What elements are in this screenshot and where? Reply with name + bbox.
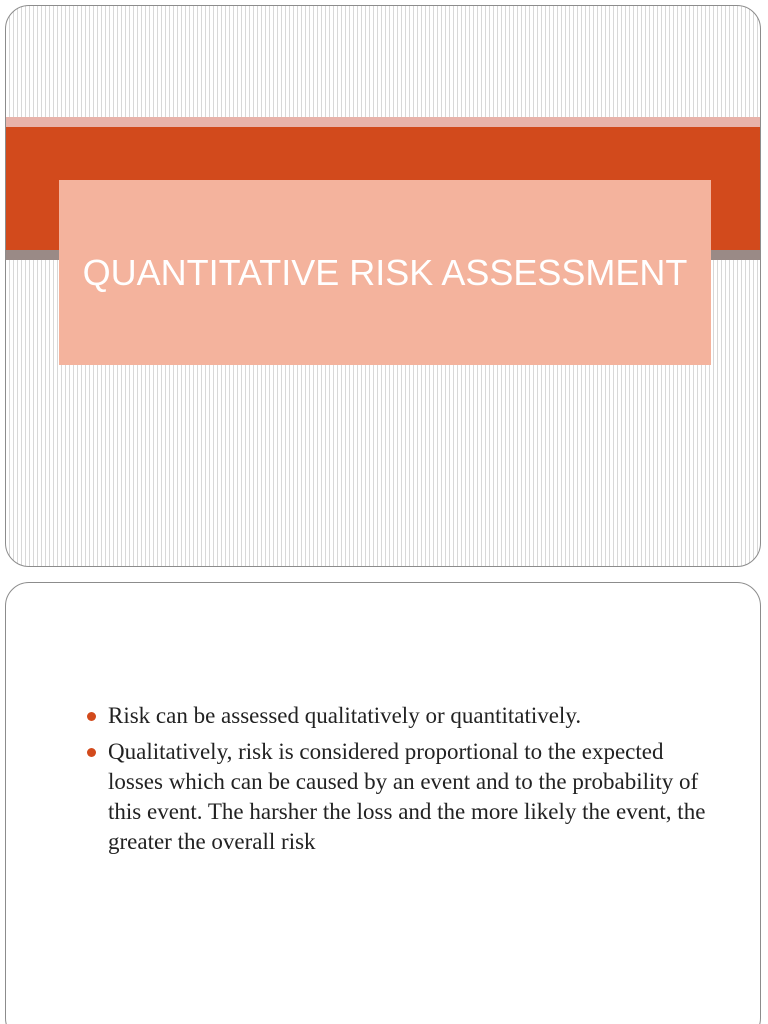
decorative-band-light [6, 117, 760, 127]
bullet-item [83, 737, 723, 857]
slide-content[interactable] [5, 582, 761, 1024]
slide-title[interactable] [5, 5, 761, 567]
bullet-text: Qualitatively, risk is considered proportional to the expected losses which can be caused by an event and to the probability of this event. The harsher the loss and the more likely the event, the greater the overall risk [108, 739, 706, 854]
bullet-dot-icon [87, 748, 96, 757]
slide-title-text: QUANTITATIVE RISK ASSESSMENT [82, 251, 688, 293]
bullet-dot-icon [87, 712, 96, 721]
title-box [59, 180, 711, 365]
bullet-list [83, 701, 723, 863]
bullet-item [83, 701, 723, 731]
bullet-text: Risk can be assessed qualitatively or quantitatively. [108, 703, 582, 728]
